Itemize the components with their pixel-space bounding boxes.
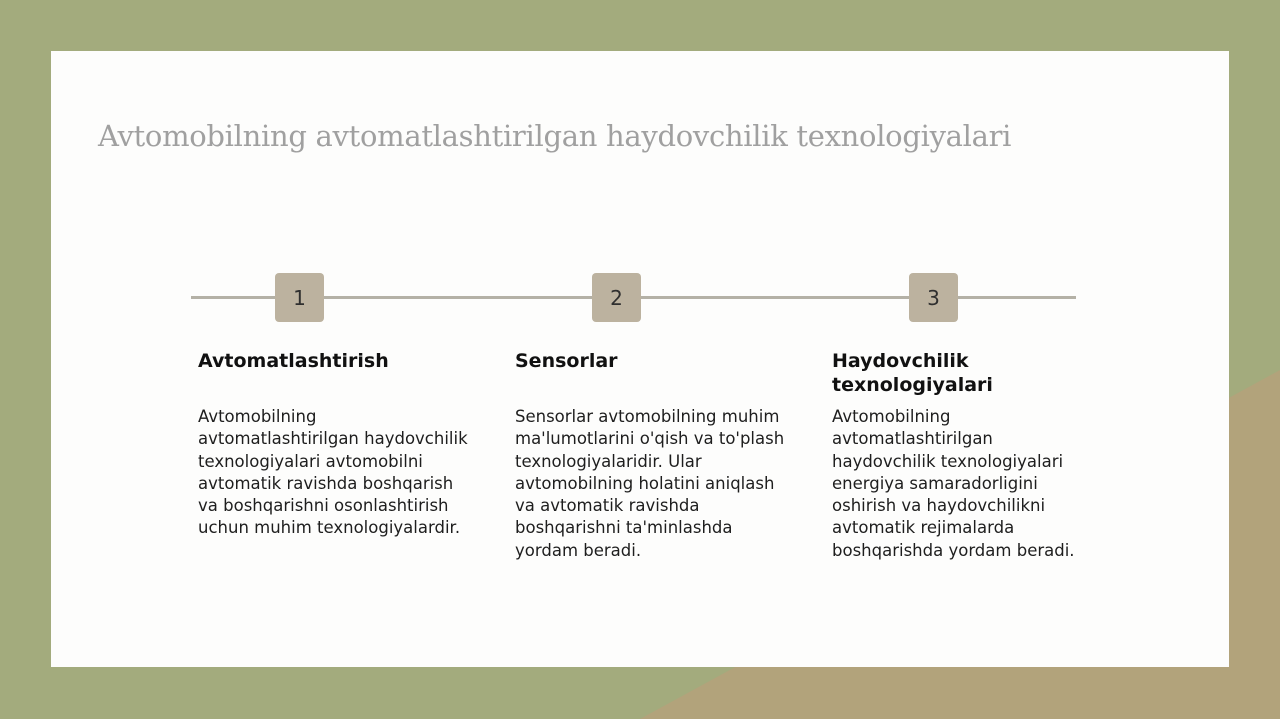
step-2-column xyxy=(515,349,793,562)
step-1-column xyxy=(198,349,473,540)
step-3-badge: 3 xyxy=(909,273,958,322)
step-1-heading: Avtomatlashtirish xyxy=(198,350,389,372)
step-3-heading: Haydovchilik texnologiyalari xyxy=(832,350,993,396)
slide-card xyxy=(51,51,1229,667)
step-1-badge: 1 xyxy=(275,273,324,322)
step-2-heading: Sensorlar xyxy=(515,350,618,372)
step-3-description: Avtomobilning avtomatlashtirilgan haydovchilik texnologiyalari energiya samaradorligini oshirish va haydovchilikni avtomatik rejimalarda boshqarishda yordam beradi. xyxy=(832,407,1075,560)
step-1-description: Avtomobilning avtomatlashtirilgan haydovchilik texnologiyalari avtomobilni avtomatik ravishda boshqarish va boshqarishni osonlashtirish uchun muhim texnologiyalardir. xyxy=(198,407,468,538)
step-2-description: Sensorlar avtomobilning muhim ma'lumotlarini o'qish va to'plash texnologiyalaridir. Ular avtomobilning holatini aniqlash va avtomatik ravishda boshqarishni ta'minlashda yordam beradi. xyxy=(515,407,785,560)
step-2-badge: 2 xyxy=(592,273,641,322)
step-3-column xyxy=(832,349,1075,562)
slide-title: Avtomobilning avtomatlashtirilgan haydovchilik texnologiyalari xyxy=(98,119,1012,153)
